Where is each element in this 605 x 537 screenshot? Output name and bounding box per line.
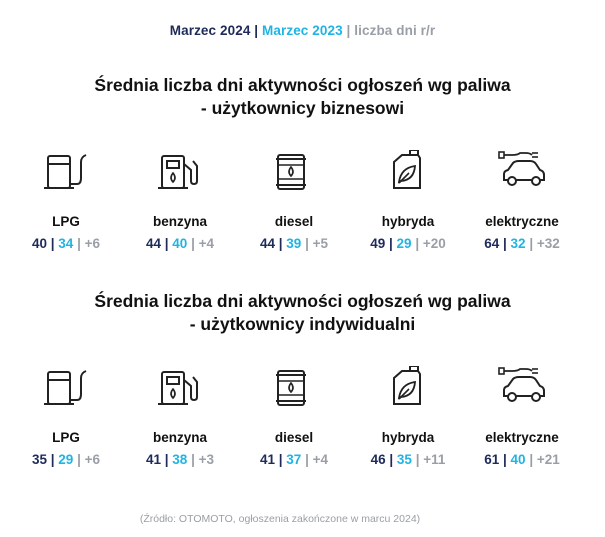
- value-separator: |: [73, 452, 85, 467]
- fuel-values: [457, 452, 587, 467]
- value-2024: 35: [31, 452, 48, 467]
- value-2024: 61: [484, 452, 500, 467]
- value-separator: |: [525, 452, 537, 467]
- source-note: (Źródło: OTOMOTO, ogłoszenia zakończone w marcu 2024): [139, 513, 421, 525]
- value-separator: |: [161, 452, 173, 467]
- value-yoy-diff: +6: [84, 236, 101, 251]
- legend-separator: |: [342, 23, 355, 38]
- fuel-values: [1, 452, 131, 467]
- value-separator: |: [275, 236, 287, 251]
- value-separator: |: [499, 236, 511, 251]
- legend-yoy-days: liczba dni r/r: [354, 23, 436, 38]
- section-title-individual: [0, 290, 605, 336]
- value-2024: 64: [484, 236, 500, 251]
- legend-separator: |: [250, 23, 263, 38]
- fuel-label: hybryda: [381, 430, 435, 445]
- lpg-pump-icon: [42, 150, 90, 194]
- electric-car-icon: [498, 366, 546, 410]
- fuel-label: LPG: [52, 430, 80, 445]
- gas-pump-icon: [156, 150, 204, 194]
- fuel-values: [343, 236, 473, 251]
- value-2023: 40: [172, 236, 188, 251]
- value-2023: 40: [510, 452, 526, 467]
- fuel-values: [115, 452, 245, 467]
- fuel-label: elektryczne: [485, 430, 559, 445]
- value-separator: |: [187, 236, 199, 251]
- value-yoy-diff: +21: [536, 452, 560, 467]
- value-separator: |: [385, 236, 397, 251]
- title-line: Średnia liczba dni aktywności ogłoszeń wg paliwa: [94, 291, 511, 311]
- value-2024: 41: [145, 452, 162, 467]
- value-yoy-diff: +5: [312, 236, 329, 251]
- title-line: - użytkownicy biznesowi: [200, 98, 405, 118]
- lpg-pump-icon: [42, 366, 90, 410]
- fuel-values: [457, 236, 587, 251]
- fuel-values: [229, 452, 359, 467]
- legend-current-year: Marzec 2024: [169, 23, 251, 38]
- value-2023: 29: [396, 236, 412, 251]
- fuel-label: elektryczne: [485, 214, 559, 229]
- fuel-label: benzyna: [152, 214, 207, 229]
- value-separator: |: [73, 236, 85, 251]
- value-2023: 32: [510, 236, 526, 251]
- fuel-label: benzyna: [152, 430, 207, 445]
- title-line: Średnia liczba dni aktywności ogłoszeń wg paliwa: [94, 75, 511, 95]
- value-separator: |: [301, 452, 313, 467]
- diesel-barrel-icon: [270, 366, 318, 410]
- value-separator: |: [301, 236, 313, 251]
- fuel-values: [229, 236, 359, 251]
- value-2024: 44: [259, 236, 276, 251]
- section-title-business: [0, 74, 605, 120]
- value-2023: 37: [286, 452, 302, 467]
- value-yoy-diff: +6: [84, 452, 101, 467]
- value-separator: |: [47, 452, 59, 467]
- value-yoy-diff: +4: [312, 452, 329, 467]
- value-separator: |: [275, 452, 287, 467]
- fuel-label: hybryda: [381, 214, 435, 229]
- value-2024: 44: [145, 236, 162, 251]
- value-separator: |: [385, 452, 397, 467]
- value-separator: |: [525, 236, 537, 251]
- fuel-values: [1, 236, 131, 251]
- gas-pump-icon: [156, 366, 204, 410]
- value-2023: 34: [58, 236, 74, 251]
- value-2024: 46: [370, 452, 386, 467]
- value-yoy-diff: +3: [198, 452, 215, 467]
- fuel-values: [343, 452, 473, 467]
- legend-previous-year: Marzec 2023: [262, 23, 343, 38]
- value-separator: |: [47, 236, 59, 251]
- fuel-values: [115, 236, 245, 251]
- hybrid-canister-icon: [384, 150, 432, 194]
- value-yoy-diff: +11: [423, 452, 446, 467]
- value-2023: 39: [286, 236, 302, 251]
- fuel-label: diesel: [274, 214, 314, 229]
- value-separator: |: [161, 236, 173, 251]
- fuel-label: LPG: [52, 214, 80, 229]
- fuel-label: diesel: [274, 430, 314, 445]
- title-line: - użytkownicy indywidualni: [189, 314, 416, 334]
- diesel-barrel-icon: [270, 150, 318, 194]
- value-2023: 38: [172, 452, 188, 467]
- value-2024: 40: [31, 236, 48, 251]
- value-yoy-diff: +32: [536, 236, 560, 251]
- value-2024: 49: [370, 236, 386, 251]
- value-2024: 41: [259, 452, 276, 467]
- electric-car-icon: [498, 150, 546, 194]
- hybrid-canister-icon: [384, 366, 432, 410]
- value-yoy-diff: +4: [198, 236, 215, 251]
- value-2023: 35: [396, 452, 412, 467]
- legend: [0, 23, 605, 38]
- value-separator: |: [187, 452, 199, 467]
- value-separator: |: [411, 236, 423, 251]
- value-separator: |: [411, 452, 424, 467]
- value-separator: |: [499, 452, 511, 467]
- value-yoy-diff: +20: [422, 236, 446, 251]
- value-2023: 29: [58, 452, 74, 467]
